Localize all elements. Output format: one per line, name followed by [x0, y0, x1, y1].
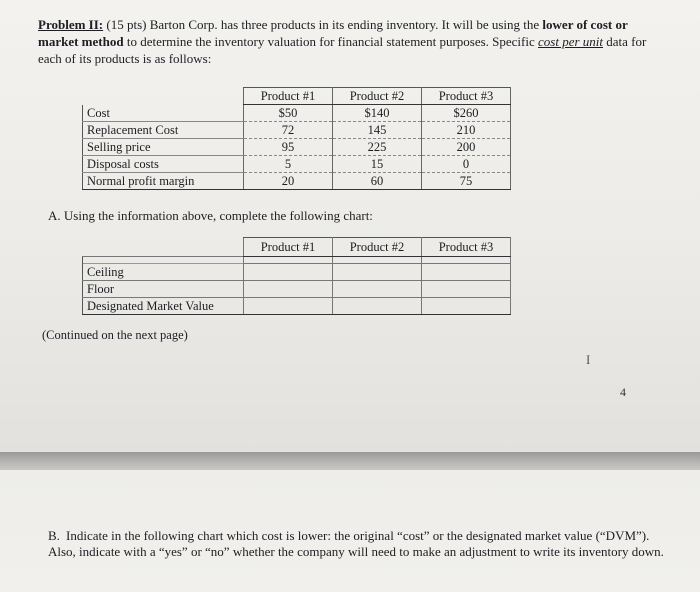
table-cell: 200 — [422, 139, 511, 156]
table-cell: 15 — [333, 156, 422, 173]
row-label: Cost — [83, 105, 244, 122]
table-cell: 210 — [422, 122, 511, 139]
row-label: Designated Market Value — [83, 298, 244, 315]
answer-cell[interactable] — [333, 281, 422, 298]
continued-note: (Continued on the next page) — [42, 328, 188, 342]
problem-label: Problem II: — [38, 17, 104, 32]
answer-cell[interactable] — [244, 264, 333, 281]
problem-ending: data for each of its products is as follows: — [38, 34, 647, 66]
part-a-instruction: A. Using the information above, complete the following chart: — [48, 208, 373, 223]
table-cell: 60 — [333, 173, 422, 190]
header-product-2: Product #2 — [333, 88, 422, 105]
row-label: Normal profit margin — [83, 173, 244, 190]
part-b-text: Indicate in the following chart which cost is lower: the original “cost” or the designated market value (“DVM”). Also, indicate with a “yes” or “no” whether the company will need to make an adjustment to write its inventory down. — [48, 528, 664, 559]
table-cell: $140 — [333, 105, 422, 122]
table-cell: $260 — [422, 105, 511, 122]
table-cell: 95 — [244, 139, 333, 156]
answer-cell[interactable] — [244, 281, 333, 298]
problem-middle: to determine the inventory valuation for financial statement purposes. Specific — [123, 34, 539, 49]
table-header-row — [83, 88, 511, 105]
lcm-answer-chart — [82, 237, 511, 315]
chart-header-product-1: Product #1 — [244, 238, 333, 257]
table-row — [83, 105, 511, 122]
table-cell: 20 — [244, 173, 333, 190]
table-cell: 145 — [333, 122, 422, 139]
chart-row-ceiling — [83, 264, 511, 281]
table-cell: 0 — [422, 156, 511, 173]
table-row — [83, 122, 511, 139]
chart-header-product-3: Product #3 — [422, 238, 511, 257]
row-label: Floor — [83, 281, 244, 298]
cost-per-unit: cost per unit — [538, 34, 604, 49]
row-label: Selling price — [83, 139, 244, 156]
header-product-3: Product #3 — [422, 88, 511, 105]
header-product-1: Product #1 — [244, 88, 333, 105]
answer-cell[interactable] — [422, 264, 511, 281]
product-data-table — [82, 87, 511, 190]
chart-row-floor — [83, 281, 511, 298]
part-b-letter: B. — [48, 528, 60, 543]
answer-cell[interactable] — [422, 298, 511, 315]
table-row — [83, 156, 511, 173]
table-row — [83, 173, 511, 190]
table-cell: 225 — [333, 139, 422, 156]
table-cell: 75 — [422, 173, 511, 190]
chart-header-row — [83, 238, 511, 257]
method-name: lower of cost or market method — [38, 17, 628, 49]
page-number: 4 — [620, 385, 626, 399]
problem-statement — [38, 16, 658, 67]
text-cursor-icon: I — [586, 352, 591, 367]
chart-row-dvm — [83, 298, 511, 315]
table-cell: $50 — [244, 105, 333, 122]
table-cell: 5 — [244, 156, 333, 173]
table-cell: 72 — [244, 122, 333, 139]
chart-header-product-2: Product #2 — [333, 238, 422, 257]
answer-cell[interactable] — [244, 298, 333, 315]
answer-cell[interactable] — [333, 298, 422, 315]
answer-cell[interactable] — [333, 264, 422, 281]
row-label: Ceiling — [83, 264, 244, 281]
answer-cell[interactable] — [422, 281, 511, 298]
page-divider — [0, 452, 700, 470]
table-row — [83, 139, 511, 156]
problem-intro: (15 pts) Barton Corp. has three products in its ending inventory. It will be using the — [103, 17, 543, 32]
row-label: Replacement Cost — [83, 122, 244, 139]
part-b-instruction — [48, 528, 668, 560]
row-label: Disposal costs — [83, 156, 244, 173]
